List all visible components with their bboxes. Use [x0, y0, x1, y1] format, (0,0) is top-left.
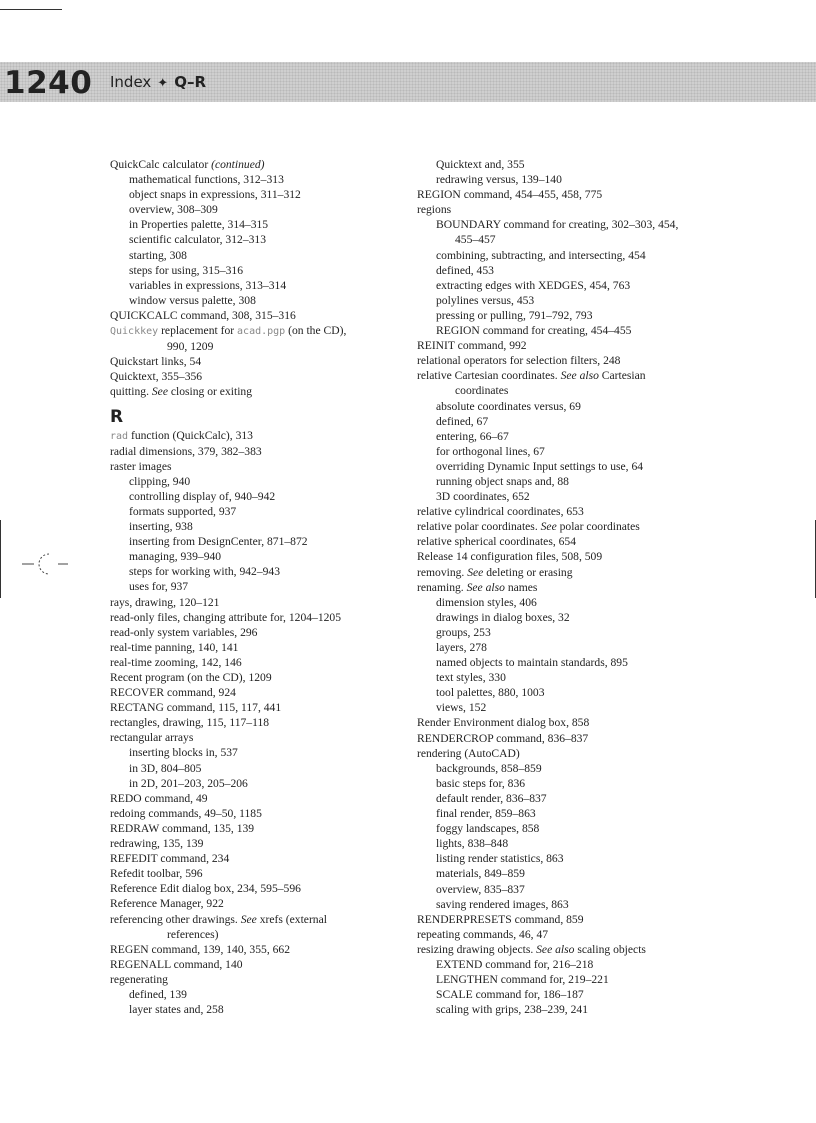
entry-text: formats supported, 937 — [129, 504, 237, 518]
index-entry — [110, 384, 400, 399]
entry-text: tool palettes, 880, 1003 — [436, 686, 545, 700]
index-entry — [417, 202, 707, 217]
index-subentry — [110, 278, 400, 293]
index-entry — [110, 685, 400, 700]
index-subentry — [417, 248, 707, 263]
entry-text: redrawing versus, 139–140 — [436, 173, 562, 187]
entry-text: relative cylindrical coordinates, 653 — [417, 505, 584, 519]
entry-text: REDRAW command, 135, 139 — [110, 821, 255, 835]
entry-text: layers, 278 — [436, 641, 487, 654]
entry-text: 990, 1209 — [167, 340, 214, 354]
index-subentry — [417, 414, 707, 429]
index-subentry — [417, 972, 707, 987]
entry-text: clipping, 940 — [129, 474, 191, 488]
entry-text: defined, 139 — [129, 987, 187, 1001]
section-label: Index — [110, 73, 152, 91]
entry-text: relative polar coordinates. — [417, 520, 541, 534]
entry-text: REGENALL command, 140 — [110, 957, 243, 971]
index-subentry — [417, 157, 707, 172]
entry-text: REFEDIT command, 234 — [110, 852, 230, 866]
index-subentry — [110, 761, 400, 776]
index-entry — [110, 655, 400, 670]
code-term: acad.pgp — [237, 326, 286, 338]
index-subentry — [417, 263, 707, 278]
index-subentry — [417, 595, 707, 610]
index-subentry — [417, 489, 707, 504]
index-entry — [417, 746, 707, 761]
index-subentry — [110, 489, 400, 504]
index-entry — [110, 459, 400, 474]
entry-text: function (QuickCalc), 313 — [128, 428, 253, 442]
index-subentry — [110, 549, 400, 564]
entry-text: overview, 308–309 — [129, 203, 218, 217]
entry-text: foggy landscapes, 858 — [436, 822, 540, 836]
index-entry — [110, 700, 400, 715]
entry-text: dimension styles, 406 — [436, 595, 537, 609]
entry-text: basic steps for, 836 — [436, 776, 526, 790]
index-subentry — [110, 187, 400, 202]
index-subentry — [110, 776, 400, 791]
index-subentry — [417, 987, 707, 1002]
index-entry — [417, 715, 707, 730]
index-subentry — [417, 640, 707, 655]
entry-text: backgrounds, 858–859 — [436, 761, 542, 775]
entry-text: removing. — [417, 565, 468, 579]
page-number: 1240 — [4, 65, 93, 101]
index-entry — [110, 881, 400, 896]
index-subentry — [110, 248, 400, 263]
entry-text: for orthogonal lines, 67 — [436, 444, 545, 458]
diamond-icon: ✦ — [157, 76, 169, 91]
entry-text: uses for, 937 — [129, 580, 189, 594]
entry-text: mathematical functions, 312–313 — [129, 173, 284, 187]
entry-text: rectangular arrays — [110, 731, 194, 745]
index-entry — [417, 519, 707, 534]
entry-text: Reference Edit dialog box, 234, 595–596 — [110, 882, 301, 896]
index-entry — [110, 625, 400, 640]
index-subentry — [417, 474, 707, 489]
entry-text: entering, 66–67 — [436, 429, 509, 443]
cross-reference-term: See — [240, 912, 257, 926]
entry-text: (on the CD), — [285, 324, 347, 338]
entry-text: real-time panning, 140, 141 — [110, 640, 239, 654]
index-entry — [417, 942, 707, 957]
entry-text: REDO command, 49 — [110, 791, 208, 805]
index-entry — [110, 912, 400, 927]
entry-text: replacement for — [158, 324, 238, 338]
index-entry — [110, 640, 400, 655]
index-entry — [417, 580, 707, 595]
section-letters: Q–R — [174, 73, 207, 91]
index-subentry — [417, 323, 707, 338]
index-entry — [110, 851, 400, 866]
entry-text: REGEN command, 139, 140, 355, 662 — [110, 942, 291, 956]
letter-heading — [110, 406, 400, 428]
entry-text: text styles, 330 — [436, 671, 506, 685]
index-subentry — [110, 172, 400, 187]
entry-text: inserting blocks in, 537 — [129, 746, 238, 760]
entry-text: BOUNDARY command for creating, 302–303, 454, — [436, 218, 679, 232]
index-subentry — [110, 474, 400, 489]
entry-text: referencing other drawings. — [110, 912, 241, 926]
entry-text: polar coordinates — [556, 520, 640, 534]
index-subentry — [417, 278, 707, 293]
cross-reference-term: See also — [536, 942, 575, 956]
entry-text: read-only files, changing attribute for, 1204–1205 — [110, 610, 342, 624]
entry-text: Quicktext, 355–356 — [110, 370, 203, 384]
entry-text: relative Cartesian coordinates. — [417, 369, 561, 383]
registration-mark-icon — [22, 552, 72, 578]
entry-text: QUICKCALC command, 308, 315–316 — [110, 308, 296, 322]
index-subentry — [417, 459, 707, 474]
entry-text: Quicktext and, 355 — [436, 158, 525, 171]
entry-text: REGION command for creating, 454–455 — [436, 324, 632, 338]
entry-text: deleting or erasing — [483, 565, 573, 579]
index-subentry — [110, 987, 400, 1002]
entry-text: named objects to maintain standards, 895 — [436, 656, 628, 670]
entry-text: raster images — [110, 459, 172, 473]
code-term: rad — [110, 430, 129, 442]
index-entry — [110, 157, 400, 172]
entry-text: polylines versus, 453 — [436, 293, 535, 307]
entry-text: quitting. — [110, 385, 152, 399]
entry-text: Reference Manager, 922 — [110, 897, 224, 911]
index-entry — [110, 428, 400, 444]
entry-text: inserting from DesignCenter, 871–872 — [129, 535, 308, 549]
entry-text: read-only system variables, 296 — [110, 625, 258, 639]
index-entry — [110, 942, 400, 957]
entry-text: rendering (AutoCAD) — [417, 746, 520, 760]
index-subentry — [110, 1002, 400, 1017]
index-entry — [417, 504, 707, 519]
index-entry — [110, 323, 400, 339]
index-entry — [110, 957, 400, 972]
index-subentry — [417, 172, 707, 187]
entry-text: window versus palette, 308 — [129, 293, 256, 307]
index-entry — [110, 670, 400, 685]
entry-text: REINIT command, 992 — [417, 339, 527, 353]
index-subentry — [110, 263, 400, 278]
index-entry — [417, 353, 707, 368]
index-column-right — [417, 157, 707, 1017]
index-subentry — [110, 519, 400, 534]
index-subentry — [417, 670, 707, 685]
entry-text: RECTANG command, 115, 117, 441 — [110, 701, 282, 715]
index-entry — [110, 354, 400, 369]
entry-text: pressing or pulling, 791–792, 793 — [436, 308, 593, 322]
entry-text: LENGTHEN command for, 219–221 — [436, 973, 609, 987]
index-subentry — [417, 625, 707, 640]
section-header — [110, 62, 206, 104]
entry-text: closing or exiting — [167, 385, 253, 399]
entry-text: groups, 253 — [436, 625, 491, 639]
entry-text: materials, 849–859 — [436, 867, 525, 881]
index-entry — [110, 730, 400, 745]
entry-text: inserting, 938 — [129, 520, 193, 534]
entry-text: rays, drawing, 120–121 — [110, 595, 220, 609]
entry-text: EXTEND command for, 216–218 — [436, 957, 594, 971]
index-entry — [417, 731, 707, 746]
entry-text: Quickstart links, 54 — [110, 355, 202, 369]
index-entry — [417, 338, 707, 353]
entry-text: RECOVER command, 924 — [110, 686, 236, 700]
entry-text: RENDERCROP command, 836–837 — [417, 731, 589, 745]
index-subentry — [417, 897, 707, 912]
entry-text: steps for using, 315–316 — [129, 263, 244, 277]
entry-text: 3D coordinates, 652 — [436, 490, 530, 504]
index-entry — [110, 896, 400, 911]
index-entry — [417, 187, 707, 202]
index-subentry — [417, 836, 707, 851]
index-entry — [417, 912, 707, 927]
entry-text: saving rendered images, 863 — [436, 897, 569, 911]
index-subentry — [110, 293, 400, 308]
entry-text: in 3D, 804–805 — [129, 761, 202, 775]
cross-reference-term: See — [540, 520, 557, 534]
index-entry — [417, 368, 707, 383]
entry-text: layer states and, 258 — [129, 1003, 224, 1017]
cross-reference-term: See — [151, 385, 168, 399]
entry-text: starting, 308 — [129, 248, 187, 262]
index-entry — [417, 927, 707, 942]
index-subentry — [417, 866, 707, 881]
crop-line-top — [0, 9, 62, 10]
index-entry — [110, 610, 400, 625]
index-entry — [110, 595, 400, 610]
entry-text: scaling with grips, 238–239, 241 — [436, 1003, 588, 1017]
index-entry — [417, 534, 707, 549]
index-subentry — [110, 564, 400, 579]
entry-text: 455–457 — [455, 233, 496, 247]
index-subentry — [417, 655, 707, 670]
entry-text: drawings in dialog boxes, 32 — [436, 610, 570, 624]
index-entry — [110, 866, 400, 881]
index-subentry — [417, 821, 707, 836]
index-continuation — [417, 383, 707, 398]
index-entry — [110, 836, 400, 851]
entry-text: R — [110, 406, 124, 427]
index-continuation — [417, 232, 707, 247]
index-subentry — [417, 1002, 707, 1017]
index-subentry — [417, 957, 707, 972]
entry-text: names — [504, 580, 538, 594]
entry-text: regions — [417, 203, 452, 217]
entry-text: references) — [167, 927, 219, 941]
index-subentry — [417, 806, 707, 821]
entry-text: absolute coordinates versus, 69 — [436, 399, 581, 413]
index-subentry — [417, 776, 707, 791]
entry-text: extracting edges with XEDGES, 454, 763 — [436, 278, 631, 292]
entry-text: final render, 859–863 — [436, 807, 536, 821]
entry-text: QuickCalc calculator — [110, 158, 212, 171]
index-entry — [110, 821, 400, 836]
entry-text: lights, 838–848 — [436, 837, 509, 851]
index-subentry — [417, 610, 707, 625]
entry-text: defined, 453 — [436, 263, 494, 277]
entry-text: scaling objects — [574, 942, 646, 956]
index-subentry — [417, 700, 707, 715]
index-subentry — [110, 217, 400, 232]
entry-text: REGION command, 454–455, 458, 775 — [417, 188, 603, 202]
index-subentry — [110, 534, 400, 549]
entry-text: scientific calculator, 312–313 — [129, 233, 267, 247]
entry-text: overriding Dynamic Input settings to use, 64 — [436, 459, 644, 473]
entry-text: Cartesian — [598, 369, 646, 383]
index-continuation — [110, 927, 400, 942]
entry-text: views, 152 — [436, 701, 487, 715]
index-entry — [110, 308, 400, 323]
index-subentry — [417, 791, 707, 806]
entry-text: real-time zooming, 142, 146 — [110, 655, 242, 669]
code-term: Quickkey — [110, 326, 159, 338]
index-subentry — [110, 202, 400, 217]
index-subentry — [110, 579, 400, 594]
entry-text: in Properties palette, 314–315 — [129, 218, 269, 232]
index-column-left — [110, 157, 400, 1017]
entry-text: controlling display of, 940–942 — [129, 489, 276, 503]
entry-text: Render Environment dialog box, 858 — [417, 716, 590, 730]
entry-text: managing, 939–940 — [129, 550, 222, 564]
entry-text: running object snaps and, 88 — [436, 474, 569, 488]
cross-reference-term: See also — [560, 369, 599, 383]
index-subentry — [417, 217, 707, 232]
entry-text: radial dimensions, 379, 382–383 — [110, 444, 262, 458]
index-subentry — [417, 685, 707, 700]
index-subentry — [417, 308, 707, 323]
entry-text: Refedit toolbar, 596 — [110, 867, 203, 881]
index-entry — [110, 791, 400, 806]
entry-text: SCALE command for, 186–187 — [436, 988, 584, 1002]
entry-text: listing render statistics, 863 — [436, 852, 564, 866]
index-subentry — [110, 504, 400, 519]
entry-text: regenerating — [110, 972, 168, 986]
entry-text: repeating commands, 46, 47 — [417, 927, 549, 941]
entry-text: relational operators for selection filters, 248 — [417, 354, 621, 368]
index-subentry — [110, 232, 400, 247]
entry-text: Release 14 configuration files, 508, 509 — [417, 550, 603, 564]
entry-text: redoing commands, 49–50, 1185 — [110, 806, 262, 820]
entry-text: resizing drawing objects. — [417, 942, 537, 956]
entry-text: rectangles, drawing, 115, 117–118 — [110, 716, 270, 730]
cross-reference-term: See also — [466, 580, 505, 594]
entry-text: combining, subtracting, and intersecting, 454 — [436, 248, 646, 262]
index-entry — [110, 715, 400, 730]
index-subentry — [417, 882, 707, 897]
entry-text: xrefs (external — [256, 912, 327, 926]
index-subentry — [110, 745, 400, 760]
entry-text: in 2D, 201–203, 205–206 — [129, 776, 248, 790]
index-subentry — [417, 399, 707, 414]
index-entry — [110, 806, 400, 821]
index-continuation — [110, 339, 400, 354]
entry-text: renaming. — [417, 580, 467, 594]
index-subentry — [417, 293, 707, 308]
entry-text: defined, 67 — [436, 414, 489, 428]
index-entry — [110, 369, 400, 384]
index-subentry — [417, 429, 707, 444]
entry-text: overview, 835–837 — [436, 882, 525, 896]
entry-text: relative spherical coordinates, 654 — [417, 535, 577, 549]
index-entry — [110, 444, 400, 459]
index-subentry — [417, 761, 707, 776]
entry-text: steps for working with, 942–943 — [129, 565, 281, 579]
index-entry — [417, 565, 707, 580]
cross-reference-term: (continued) — [211, 158, 265, 171]
index-subentry — [417, 851, 707, 866]
entry-text: coordinates — [455, 384, 509, 398]
index-entry — [417, 549, 707, 564]
cross-reference-term: See — [467, 565, 484, 579]
entry-text: RENDERPRESETS command, 859 — [417, 912, 584, 926]
entry-text: Recent program (on the CD), 1209 — [110, 671, 272, 684]
index-subentry — [417, 444, 707, 459]
entry-text: default render, 836–837 — [436, 791, 547, 805]
entry-text: variables in expressions, 313–314 — [129, 278, 287, 292]
index-entry — [110, 972, 400, 987]
entry-text: object snaps in expressions, 311–312 — [129, 188, 301, 202]
entry-text: redrawing, 135, 139 — [110, 837, 204, 851]
crop-mark-left — [0, 520, 1, 598]
